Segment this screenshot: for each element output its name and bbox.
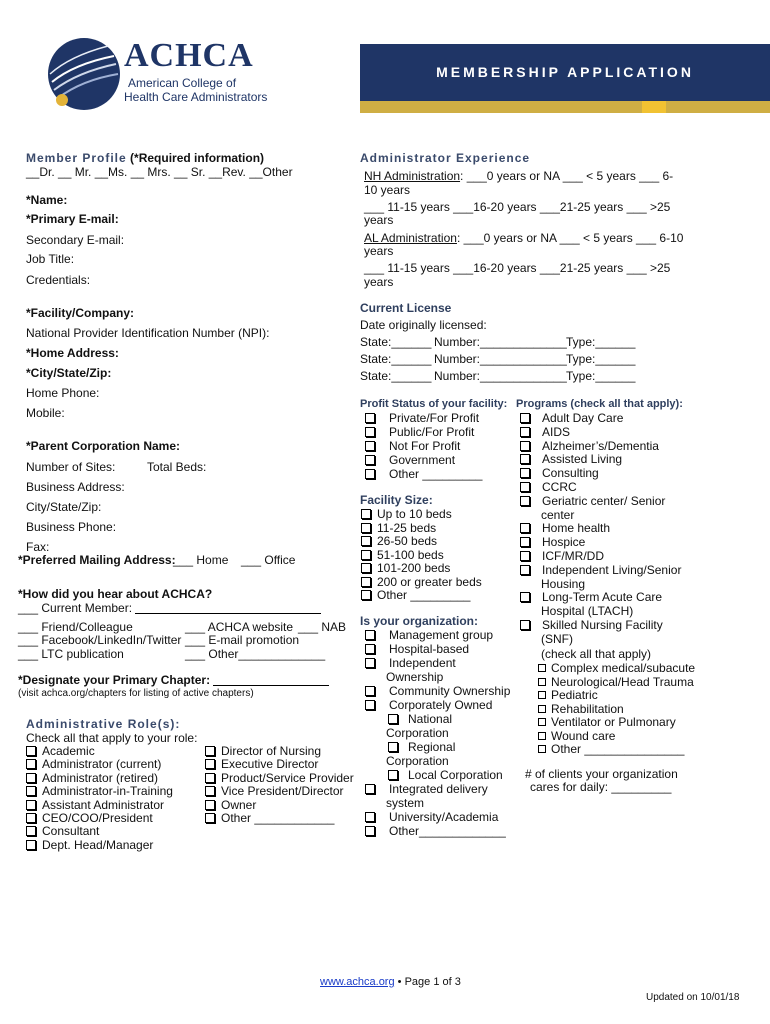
program-item[interactable] <box>520 535 585 549</box>
job-title-field[interactable]: Job Title: <box>26 252 75 266</box>
checkbox-icon[interactable] <box>26 786 36 796</box>
license-type-field: Type:______ <box>566 352 636 366</box>
organization-item[interactable] <box>365 684 510 698</box>
program-item-cont: Housing <box>541 576 586 591</box>
organization-item[interactable] <box>365 698 492 712</box>
facility-size-heading: Facility Size: <box>360 493 433 507</box>
license-heading: Current License <box>360 301 452 315</box>
organization-item[interactable] <box>365 628 493 642</box>
checkbox-icon[interactable] <box>205 773 215 783</box>
fax-field[interactable]: Fax: <box>26 540 50 554</box>
checkbox-icon[interactable] <box>365 784 375 794</box>
checkbox-icon[interactable] <box>205 786 215 796</box>
ltc-option[interactable]: ___ LTC publication <box>18 647 124 661</box>
facility-size-item-label: 200 or greater beds <box>377 574 482 589</box>
profit-status-item-label: Other _________ <box>389 467 483 481</box>
checkbox-icon[interactable] <box>520 441 530 451</box>
program-item-label: Adult Day Care <box>542 411 624 425</box>
checkbox-icon[interactable] <box>520 482 530 492</box>
home-phone-field[interactable]: Home Phone: <box>26 386 100 400</box>
role-left-item-label: Administrator (retired) <box>42 770 159 785</box>
checkbox-icon[interactable] <box>365 455 375 465</box>
other-source-option[interactable]: ___ Other_____________ <box>185 647 326 661</box>
checkbox-icon[interactable] <box>538 745 546 753</box>
license-number-field: Number:_____________ <box>434 335 567 349</box>
program-item-label: Independent Living/Senior <box>542 562 682 577</box>
secondary-email-field[interactable]: Secondary E-mail: <box>26 233 125 247</box>
checkbox-icon[interactable] <box>365 658 375 668</box>
facility-size-item[interactable] <box>361 561 450 575</box>
program-item[interactable] <box>520 480 577 494</box>
role-left-item-label: Administrator (current) <box>42 757 162 772</box>
role-left-item-label: Consultant <box>42 824 100 839</box>
checkbox-icon[interactable] <box>365 441 375 451</box>
header-accent-notch <box>642 101 666 113</box>
checkbox-icon[interactable] <box>26 826 36 836</box>
organization-sub-item[interactable] <box>388 740 455 754</box>
program-item[interactable] <box>520 439 659 453</box>
checkbox-icon[interactable] <box>205 746 215 756</box>
checkbox-icon[interactable] <box>26 773 36 783</box>
checkbox-icon[interactable] <box>205 759 215 769</box>
role-right-item[interactable] <box>205 798 256 812</box>
program-item-label: ICF/MR/DD <box>542 549 604 563</box>
organization-item-label: Management group <box>389 628 494 642</box>
checkbox-icon[interactable] <box>520 496 530 506</box>
checkbox-icon[interactable] <box>26 800 36 810</box>
snf-sub-item-label: Rehabilitation <box>551 701 624 716</box>
checkbox-icon[interactable] <box>365 630 375 640</box>
checkbox-icon[interactable] <box>538 705 546 713</box>
admin-experience-heading: Administrator Experience <box>360 151 531 165</box>
organization-item[interactable] <box>365 656 456 670</box>
role-left-item-label: Administrator-in-Training <box>42 784 173 799</box>
program-item[interactable] <box>520 452 622 466</box>
snf-note: (check all that apply) <box>541 647 652 661</box>
nh-experience-line2: 10 years <box>364 183 411 197</box>
checkbox-icon[interactable] <box>520 565 530 575</box>
checkbox-icon[interactable] <box>361 536 371 546</box>
facility-size-item-label: Up to 10 beds <box>377 507 452 521</box>
facility-size-item[interactable] <box>361 575 482 589</box>
license-state-field: State:______ <box>360 352 432 366</box>
license-state-field: State:______ <box>360 335 432 349</box>
checkbox-icon[interactable] <box>520 427 530 437</box>
role-left-item[interactable] <box>26 824 99 838</box>
facility-size-item-label: 26-50 beds <box>377 534 438 548</box>
nh-experience-line3[interactable]: ___ 11-15 years ___16-20 years ___21-25 years ___ >25 <box>364 200 671 214</box>
snf-sub-item-label: Other _______________ <box>551 742 685 756</box>
organization-sub-item-label: Regional <box>408 740 456 754</box>
snf-sub-item-label: Complex medical/subacute <box>551 661 696 675</box>
program-item-label: Skilled Nursing Facility <box>542 618 663 632</box>
organization-item-label: Integrated delivery <box>389 782 488 796</box>
logo-line2: Health Care Administrators <box>124 90 268 104</box>
facility-size-item[interactable] <box>361 534 437 548</box>
facility-size-item[interactable] <box>361 548 444 562</box>
checkbox-icon[interactable] <box>26 746 36 756</box>
role-left-item-label: Assistant Administrator <box>42 797 165 812</box>
al-experience-line3[interactable]: ___ 11-15 years ___16-20 years ___21-25 years ___ >25 <box>364 261 671 275</box>
facility-size-item[interactable] <box>361 507 452 521</box>
organization-item[interactable] <box>365 824 506 838</box>
organization-item-label: Corporately Owned <box>389 698 493 712</box>
role-left-item-label: CEO/COO/President <box>42 811 153 825</box>
profit-status-item[interactable] <box>365 411 479 425</box>
checkbox-icon[interactable] <box>361 577 371 587</box>
checkbox-icon[interactable] <box>520 592 530 602</box>
checkbox-icon[interactable] <box>388 714 398 724</box>
profit-status-item-label: Not For Profit <box>389 439 461 453</box>
program-item[interactable] <box>520 425 570 439</box>
program-item-label: Home health <box>542 521 611 536</box>
logo-brand: ACHCA <box>124 37 254 74</box>
organization-sub-item-cont: Corporation <box>386 754 449 768</box>
mailing-office-option[interactable]: ___ Office <box>241 553 296 567</box>
nh-experience-line1[interactable]: NH Administration: ___0 years or NA ___ < 5 years ___ 6- <box>364 169 674 183</box>
checkbox-icon[interactable] <box>365 427 375 437</box>
program-item[interactable] <box>520 563 681 577</box>
checkbox-icon[interactable] <box>520 454 530 464</box>
checkbox-icon[interactable] <box>361 509 371 519</box>
role-left-item[interactable] <box>26 838 153 852</box>
program-item[interactable] <box>520 521 610 535</box>
home-address-field[interactable]: *Home Address: <box>26 346 119 360</box>
role-right-item[interactable] <box>205 811 334 825</box>
email-promo-option[interactable]: ___ E-mail promotion <box>185 633 300 647</box>
admin-roles-instruction: Check all that apply to your role: <box>26 731 198 745</box>
snf-sub-item[interactable] <box>538 702 624 716</box>
program-item-label: Alzheimer’s/Dementia <box>542 438 659 453</box>
role-right-item-label: Owner <box>221 797 257 812</box>
checkbox-icon[interactable] <box>520 537 530 547</box>
program-item-cont: center <box>541 507 575 522</box>
license-type-field: Type:______ <box>566 335 636 349</box>
role-right-item-label: Product/Service Provider <box>221 770 354 785</box>
profit-status-heading: Profit Status of your facility: <box>360 398 508 410</box>
snf-sub-item-label: Wound care <box>551 728 616 743</box>
website-option[interactable]: ___ ACHCA website <box>185 620 294 634</box>
total-beds-field[interactable]: Total Beds: <box>147 460 207 474</box>
admin-roles-heading: Administrative Role(s): <box>26 717 181 731</box>
city-state-zip-2-field[interactable]: City/State/Zip: <box>26 500 102 514</box>
credentials-field[interactable]: Credentials: <box>26 273 91 287</box>
organization-item-label: Other_____________ <box>389 824 506 838</box>
checkbox-icon[interactable] <box>520 523 530 533</box>
checkbox-icon[interactable] <box>26 840 36 850</box>
page-title: MEMBERSHIP APPLICATION <box>436 64 694 80</box>
role-right-item-label: Other ____________ <box>221 811 335 825</box>
profit-status-item-label: Government <box>389 453 456 467</box>
al-experience-line4: years <box>364 275 394 289</box>
city-state-zip-field[interactable]: *City/State/Zip: <box>26 366 112 380</box>
al-experience-line2: years <box>364 244 394 258</box>
role-right-item[interactable] <box>205 784 344 798</box>
programs-heading: Programs (check all that apply): <box>516 398 683 410</box>
role-left-item[interactable] <box>26 798 164 812</box>
salutation-options[interactable]: __Dr. __ Mr. __Ms. __ Mrs. __ Sr. __Rev. __Other <box>26 165 293 179</box>
friend-option[interactable]: ___ Friend/Colleague <box>18 620 133 634</box>
checkbox-icon[interactable] <box>520 468 530 478</box>
facility-size-item-label: 101-200 beds <box>377 561 451 575</box>
snf-sub-item-label: Pediatric <box>551 688 598 702</box>
current-member-option[interactable]: ___ Current Member: <box>18 601 321 615</box>
checkbox-icon[interactable] <box>365 644 375 654</box>
organization-item[interactable] <box>365 810 498 824</box>
checkbox-icon[interactable] <box>361 590 371 600</box>
organization-sub-item[interactable] <box>388 712 452 726</box>
program-item-label: AIDS <box>542 424 571 439</box>
program-item-label: Hospice <box>542 535 586 550</box>
checkbox-icon[interactable] <box>365 686 375 696</box>
business-phone-field[interactable]: Business Phone: <box>26 520 117 534</box>
organization-heading: Is your organization: <box>360 614 479 628</box>
license-number-field: Number:_____________ <box>434 352 567 366</box>
license-state-field: State:______ <box>360 369 432 383</box>
facility-size-item[interactable] <box>361 521 436 535</box>
member-profile-heading: Member Profile (*Required information) <box>26 151 265 165</box>
checkbox-icon[interactable] <box>365 469 375 479</box>
clients-line2[interactable]: cares for daily: _________ <box>530 780 672 794</box>
checkbox-icon[interactable] <box>365 826 375 836</box>
organization-sub-item-label: National <box>408 712 453 726</box>
checkbox-icon[interactable] <box>520 413 530 423</box>
business-address-field[interactable]: Business Address: <box>26 480 125 494</box>
checkbox-icon[interactable] <box>205 813 215 823</box>
parent-corp-field[interactable]: *Parent Corporation Name: <box>26 439 181 453</box>
organization-item-cont: Ownership <box>386 670 444 684</box>
profit-status-item[interactable] <box>365 425 474 439</box>
checkbox-icon[interactable] <box>26 813 36 823</box>
program-item[interactable] <box>520 494 665 508</box>
checkbox-icon[interactable] <box>361 563 371 573</box>
profit-status-item[interactable] <box>365 453 455 467</box>
program-item-label: Long-Term Acute Care <box>542 590 663 605</box>
snf-sub-item[interactable] <box>538 715 676 729</box>
preferred-mailing-label: *Preferred Mailing Address: <box>18 553 176 567</box>
snf-sub-item[interactable] <box>538 688 598 702</box>
license-date-field[interactable]: Date originally licensed: <box>360 318 487 332</box>
snf-sub-item-label: Ventilator or Pulmonary <box>551 715 676 729</box>
social-option[interactable]: ___ Facebook/LinkedIn/Twitter <box>18 633 182 647</box>
role-right-item-label: Director of Nursing <box>221 744 322 758</box>
footer-updated: Updated on 10/01/18 <box>646 992 740 1003</box>
program-item-label: CCRC <box>542 480 577 494</box>
facility-size-item-label: 11-25 beds <box>377 520 437 535</box>
organization-item-label: Hospital-based <box>389 642 470 656</box>
checkbox-icon[interactable] <box>520 620 530 630</box>
profit-status-item[interactable] <box>365 439 460 453</box>
snf-sub-item[interactable] <box>538 661 695 675</box>
name-field[interactable]: *Name: <box>26 193 68 207</box>
nh-experience-line4: years <box>364 213 394 227</box>
organization-sub-item-cont: Corporation <box>386 726 449 740</box>
role-left-item[interactable] <box>26 757 161 771</box>
role-left-item[interactable] <box>26 784 173 798</box>
logo-swoosh-icon <box>44 34 122 114</box>
program-item-cont: (SNF) <box>541 631 573 646</box>
primary-email-field[interactable]: *Primary E-mail: <box>26 212 119 226</box>
checkbox-icon[interactable] <box>520 551 530 561</box>
logo <box>44 34 274 114</box>
organization-item[interactable] <box>365 782 488 796</box>
num-sites-field[interactable]: Number of Sites: <box>26 460 116 474</box>
checkbox-icon[interactable] <box>538 664 546 672</box>
chapter-note: (visit achca.org/chapters for listing of active chapters) <box>18 688 254 699</box>
checkbox-icon[interactable] <box>538 718 546 726</box>
role-right-item-label: Vice President/Director <box>221 784 344 799</box>
profit-status-item-label: Public/For Profit <box>389 425 475 439</box>
footer-url-link[interactable]: www.achca.org <box>320 976 395 988</box>
role-left-item[interactable] <box>26 744 95 758</box>
role-left-item[interactable] <box>26 771 158 785</box>
checkbox-icon[interactable] <box>388 770 398 780</box>
clients-line1: # of clients your organization <box>525 767 678 781</box>
role-left-item-label: Academic <box>42 744 95 758</box>
checkbox-icon[interactable] <box>361 523 371 533</box>
facility-size-item-label: 51-100 beds <box>377 547 444 562</box>
mailing-home-option[interactable]: ___ Home <box>173 553 229 567</box>
profit-status-item[interactable] <box>365 467 482 481</box>
snf-sub-item[interactable] <box>538 742 684 756</box>
al-experience-line1[interactable]: AL Administration: ___0 years or NA ___ < 5 years ___ 6-10 <box>364 231 684 245</box>
checkbox-icon[interactable] <box>26 759 36 769</box>
profit-status-item-label: Private/For Profit <box>389 411 480 425</box>
program-item[interactable] <box>520 411 623 425</box>
facility-field[interactable]: *Facility/Company: <box>26 306 135 320</box>
role-right-item[interactable] <box>205 744 321 758</box>
role-right-item-label: Executive Director <box>221 757 319 772</box>
program-item-label: Assisted Living <box>542 452 623 467</box>
organization-item-cont: system <box>386 796 425 810</box>
program-item[interactable] <box>520 590 662 604</box>
mobile-field[interactable]: Mobile: <box>26 406 65 420</box>
program-item-cont: Hospital (LTACH) <box>541 604 634 619</box>
checkbox-icon[interactable] <box>365 413 375 423</box>
checkbox-icon[interactable] <box>365 700 375 710</box>
checkbox-icon[interactable] <box>205 800 215 810</box>
organization-sub-item[interactable] <box>388 768 503 782</box>
program-item-label: Consulting <box>542 466 599 481</box>
role-left-item[interactable] <box>26 811 153 825</box>
checkbox-icon[interactable] <box>388 742 398 752</box>
program-item[interactable] <box>520 466 599 480</box>
checkbox-icon[interactable] <box>365 812 375 822</box>
role-right-item[interactable] <box>205 771 354 785</box>
organization-item-label: Community Ownership <box>389 684 511 698</box>
program-item[interactable] <box>520 549 604 563</box>
organization-item-label: Independent <box>389 656 456 670</box>
organization-item-label: University/Academia <box>389 810 499 824</box>
facility-size-item-label: Other _________ <box>377 588 471 602</box>
footer-page-info: www.achca.org • Page 1 of 3 <box>320 976 461 988</box>
npi-field[interactable]: National Provider Identification Number (NPI): <box>26 326 270 340</box>
organization-item[interactable] <box>365 642 469 656</box>
hear-about-question: *How did you hear about ACHCA? <box>18 587 213 601</box>
program-item[interactable] <box>520 618 663 632</box>
role-right-item[interactable] <box>205 757 318 771</box>
snf-sub-item[interactable] <box>538 729 615 743</box>
role-left-item-label: Dept. Head/Manager <box>42 837 154 852</box>
program-item-label: Geriatric center/ Senior <box>542 493 666 508</box>
checkbox-icon[interactable] <box>361 550 371 560</box>
primary-chapter-field[interactable]: *Designate your Primary Chapter: <box>18 673 329 687</box>
license-number-field: Number:_____________ <box>434 369 567 383</box>
checkbox-icon[interactable] <box>538 732 546 740</box>
license-type-field: Type:______ <box>566 369 636 383</box>
logo-line1: American College of <box>128 76 237 90</box>
header-accent-bar <box>360 101 770 113</box>
organization-sub-item-label: Local Corporation <box>408 768 503 782</box>
checkbox-icon[interactable] <box>538 678 546 686</box>
facility-size-item[interactable] <box>361 588 470 602</box>
nab-option[interactable]: ___ NAB <box>298 620 347 634</box>
checkbox-icon[interactable] <box>538 691 546 699</box>
snf-sub-item-label: Neurological/Head Trauma <box>551 674 694 689</box>
snf-sub-item[interactable] <box>538 675 694 689</box>
